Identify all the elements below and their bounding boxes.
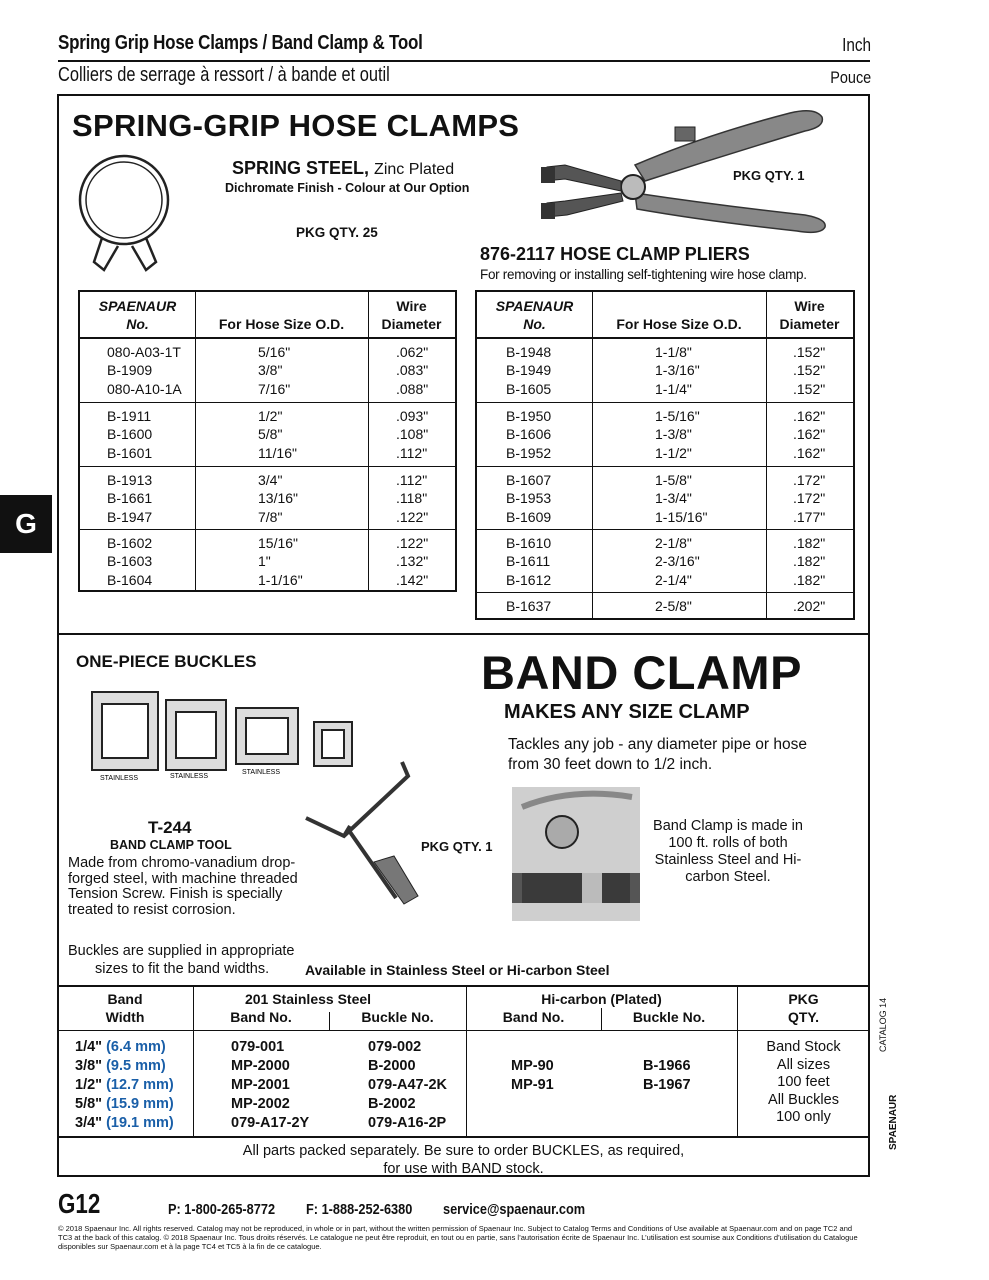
pliers-title: 876-2117 HOSE CLAMP PLIERS	[480, 244, 750, 264]
pliers-description: For removing or installing self-tightening wire hose clamp.	[480, 267, 807, 282]
part-number: B-1637	[506, 598, 552, 614]
part-number: B-1661	[107, 490, 153, 507]
pliers-pkg-qty: PKG QTY. 1	[733, 168, 805, 183]
ss-band-no: 079-A17-2Y	[231, 1115, 310, 1131]
hc-buckle-no: B-1967	[643, 1077, 691, 1093]
part-number: B-1609	[506, 508, 552, 525]
part-number: B-1947	[107, 508, 153, 525]
hose-size: 1-3/16"	[655, 362, 700, 379]
hose-size: 2-1/8"	[655, 535, 692, 551]
finish-text: Dichromate Finish - Colour at Our Option	[225, 181, 470, 195]
section-divider	[57, 633, 870, 635]
h-band-width: Band Width	[105, 991, 145, 1025]
wire-diameter: .172"	[793, 472, 826, 488]
h-hc-band: Band No.	[502, 1009, 565, 1025]
band-table-top	[57, 985, 870, 987]
wire-diameter: .152"	[793, 344, 826, 360]
col-no-header: SPAENAUR No.	[495, 298, 574, 332]
part-number: B-1611	[506, 553, 551, 570]
wire-diameter: .162"	[793, 444, 826, 461]
phone: P: 1-800-265-8772	[168, 1201, 276, 1218]
unit-en: Inch	[842, 35, 871, 55]
col-wire-header: Wire Diameter	[381, 298, 442, 332]
hose-size: 5/16"	[258, 344, 291, 360]
tool-description: Made from chromo-vanadium drop-forged steel, with machine threaded Tension Screw. Finish is specially treated to resist corrosion.	[68, 855, 298, 918]
part-number: 080-A10-1A	[107, 380, 182, 397]
hose-size: 7/16"	[258, 380, 291, 397]
part-number: B-1949	[506, 362, 552, 379]
part-number: B-1606	[506, 426, 552, 443]
pkg-qty-line: 100 feet	[777, 1074, 830, 1090]
wire-diameter: .088"	[396, 380, 429, 397]
col-size-header: For Hose Size O.D.	[616, 316, 742, 332]
width-inch: 3/8"	[75, 1058, 107, 1074]
material-suffix: Zinc Plated	[374, 161, 455, 178]
spring-clamp-image	[72, 150, 182, 276]
band-width	[75, 1038, 166, 1056]
tackles-text: Tackles any job - any diameter pipe or hose from 30 feet down to 1/2 inch.	[508, 736, 807, 773]
wire-diameter: .083"	[396, 362, 429, 379]
buckles-note-line-2: sizes to fit the band widths.	[95, 961, 270, 977]
part-number: B-1604	[107, 571, 153, 588]
wire-diameter: .202"	[793, 598, 826, 614]
hose-size: 1-1/2"	[655, 444, 692, 461]
spring-pkg-qty: PKG QTY. 25	[296, 225, 378, 240]
pkg-qty-line: 100 only	[776, 1109, 831, 1125]
band-table-bottom	[57, 1136, 870, 1138]
wire-diameter: .182"	[793, 571, 826, 588]
h-pkg: PKG QTY.	[787, 991, 820, 1025]
wire-diameter: .162"	[793, 426, 826, 443]
buckles-note-line-1: Buckles are supplied in appropriate	[68, 943, 295, 959]
hose-size: 7/8"	[258, 508, 283, 525]
band-width	[75, 1076, 174, 1094]
band-width	[75, 1057, 166, 1075]
part-number: B-1913	[107, 472, 153, 488]
wire-diameter: .182"	[793, 535, 826, 551]
col-size-header: For Hose Size O.D.	[218, 316, 345, 332]
part-number: B-1601	[107, 444, 153, 461]
hose-size: 1-5/8"	[655, 472, 692, 488]
width-mm: (9.5 mm)	[106, 1058, 166, 1074]
part-number: B-1612	[506, 571, 552, 588]
page-number: G12	[58, 1188, 101, 1219]
legal-text: © 2018 Spaenaur Inc. All rights reserved. Catalog may not be reproduced, in whole or in part, without the written permission of Spaenaur Inc. Subject to Catalog Terms and Conditions of Use available at Spaenaur.com and on page TC2 and TC3 at the back of this catalog. © 2018 Spaenaur Inc. Tous droits réservés. Le catalogue ne peut être reproduit, en tout ou en partie, sans l’autorisation écrite de Spaenaur Inc. L’utilisation est soumise aux Conditions d’utilisation du Catalogue disponibles sur Spaenaur.com et à la page TC4 et TC5 à la fin de ce catalogue.	[58, 1224, 858, 1251]
part-number: B-1950	[506, 408, 552, 424]
hose-size: 1-15/16"	[655, 508, 708, 525]
buckle-label: STAINLESS	[242, 769, 280, 776]
hc-band-no: MP-91	[511, 1077, 554, 1093]
band-clamp-subtitle: MAKES ANY SIZE CLAMP	[504, 701, 750, 723]
fax: F: 1-888-252-6380	[306, 1201, 413, 1218]
email-link[interactable]: service@spaenaur.com	[443, 1201, 586, 1218]
ss-band-no: MP-2000	[231, 1058, 290, 1074]
wire-diameter: .152"	[793, 362, 826, 379]
width-mm: (6.4 mm)	[106, 1039, 166, 1055]
available-text: Available in Stainless Steel or Hi-carbon Steel	[305, 962, 610, 978]
band-clamp-title: BAND CLAMP	[481, 646, 802, 699]
band-clamp-photo	[512, 787, 640, 921]
hose-size: 3/8"	[258, 362, 283, 379]
wire-diameter: .093"	[396, 408, 429, 424]
hose-size: 13/16"	[258, 490, 299, 507]
hose-size: 5/8"	[258, 426, 283, 443]
hose-size: 1-1/8"	[655, 344, 692, 360]
part-number: B-1953	[506, 490, 552, 507]
wire-diameter: .162"	[793, 408, 826, 424]
wire-diameter: .112"	[396, 444, 428, 461]
h-ss-band: Band No.	[230, 1009, 292, 1025]
wire-diameter: .108"	[396, 426, 429, 443]
tool-pkg-qty: PKG QTY. 1	[421, 839, 493, 854]
wire-diameter: .112"	[396, 472, 428, 488]
wire-diameter: .118"	[396, 490, 428, 507]
ss-buckle-no: 079-002	[368, 1039, 422, 1055]
hose-size: 2-1/4"	[655, 571, 692, 588]
hose-size: 1-3/4"	[655, 490, 692, 507]
buckles-title: ONE-PIECE BUCKLES	[76, 652, 257, 671]
wire-diameter: .122"	[396, 508, 429, 525]
tool-number: T-244	[148, 818, 192, 837]
ss-buckle-no: 079-A47-2K	[368, 1077, 447, 1093]
width-inch: 3/4"	[75, 1115, 107, 1131]
part-number: B-1605	[506, 380, 552, 397]
buckle-label: STAINLESS	[170, 773, 208, 780]
width-inch: 5/8"	[75, 1096, 107, 1112]
hose-size: 15/16"	[258, 535, 299, 551]
band-clamp-tool-image	[286, 752, 446, 912]
wire-diameter: .177"	[793, 508, 826, 525]
width-mm: (15.9 mm)	[106, 1096, 174, 1112]
part-number: B-1600	[107, 426, 153, 443]
col-wire-header: Wire Diameter	[779, 298, 840, 332]
h-stainless: 201 Stainless Steel	[244, 991, 372, 1007]
h-ss-buckle: Buckle No.	[361, 1009, 434, 1025]
part-number: 080-A03-1T	[107, 344, 181, 360]
wire-diameter: .142"	[396, 571, 429, 588]
width-mm: (12.7 mm)	[106, 1077, 174, 1093]
material-line	[232, 158, 454, 179]
hose-size: 2-3/16"	[655, 553, 700, 570]
ss-buckle-no: B-2000	[368, 1058, 416, 1074]
part-number: B-1603	[107, 553, 153, 570]
part-number: B-1952	[506, 444, 552, 461]
ss-band-no: MP-2002	[231, 1096, 290, 1112]
pkg-qty-line: Band Stock	[766, 1039, 841, 1055]
hose-size: 2-5/8"	[655, 598, 692, 614]
buckle-label: STAINLESS	[100, 775, 138, 782]
packing-note: All parts packed separately. Be sure to order BUCKLES, as required, for use with BAND stock.	[242, 1143, 685, 1177]
page-title-en: Spring Grip Hose Clamps / Band Clamp & Tool	[58, 32, 423, 54]
side-catalog: CATALOG 14	[878, 997, 888, 1052]
rolls-text: Band Clamp is made in 100 ft. rolls of both Stainless Steel and Hi-carbon Steel.	[653, 818, 803, 885]
unit-fr: Pouce	[830, 68, 871, 87]
spring-title: SPRING-GRIP HOSE CLAMPS	[72, 108, 520, 143]
spring-table-right	[475, 290, 855, 620]
wire-diameter: .062"	[396, 344, 429, 360]
hose-size: 1-1/16"	[258, 571, 303, 588]
material-text: SPRING STEEL,	[232, 158, 370, 178]
part-number: B-1948	[506, 344, 552, 360]
hc-band-no: MP-90	[511, 1058, 554, 1074]
hose-size: 1"	[258, 553, 271, 570]
part-number: B-1909	[107, 362, 153, 379]
section-tab: G	[0, 495, 52, 553]
band-width	[75, 1095, 174, 1113]
hose-size: 1-3/8"	[655, 426, 692, 443]
hose-size: 1/2"	[258, 408, 283, 424]
h-hc-buckle: Buckle No.	[632, 1009, 706, 1025]
band-table-header-rule	[57, 1030, 870, 1031]
ss-buckle-no: B-2002	[368, 1096, 416, 1112]
part-number: B-1602	[107, 535, 153, 551]
width-inch: 1/2"	[75, 1077, 107, 1093]
h-hicarbon: Hi-carbon (Plated)	[541, 991, 662, 1007]
hose-size: 1-5/16"	[655, 408, 700, 424]
tool-name: BAND CLAMP TOOL	[110, 838, 232, 852]
hose-size: 3/4"	[258, 472, 283, 488]
ss-band-no: MP-2001	[231, 1077, 290, 1093]
wire-diameter: .132"	[396, 553, 429, 570]
wire-diameter: .182"	[793, 553, 826, 570]
band-width	[75, 1114, 174, 1132]
wire-diameter: .152"	[793, 380, 826, 397]
spring-table-left	[78, 290, 457, 592]
header-rule	[58, 60, 870, 62]
width-mm: (19.1 mm)	[106, 1115, 174, 1131]
width-inch: 1/4"	[75, 1039, 107, 1055]
ss-buckle-no: 079-A16-2P	[368, 1115, 447, 1131]
pkg-qty-line: All sizes	[776, 1056, 831, 1073]
part-number: B-1607	[506, 472, 552, 488]
wire-diameter: .122"	[396, 535, 429, 551]
col-no-header: SPAENAUR No.	[98, 298, 177, 332]
page-title-fr: Colliers de serrage à ressort / à bande et outil	[58, 64, 390, 86]
part-number: B-1610	[506, 535, 552, 551]
hc-buckle-no: B-1966	[643, 1058, 691, 1074]
wire-diameter: .172"	[793, 490, 826, 507]
part-number: B-1911	[107, 408, 152, 424]
ss-band-no: 079-001	[231, 1039, 285, 1055]
hose-size: 11/16"	[258, 444, 297, 461]
side-brand: SPAENAUR	[888, 1094, 899, 1150]
hose-size: 1-1/4"	[655, 380, 692, 397]
pkg-qty-line: All Buckles	[768, 1091, 839, 1108]
